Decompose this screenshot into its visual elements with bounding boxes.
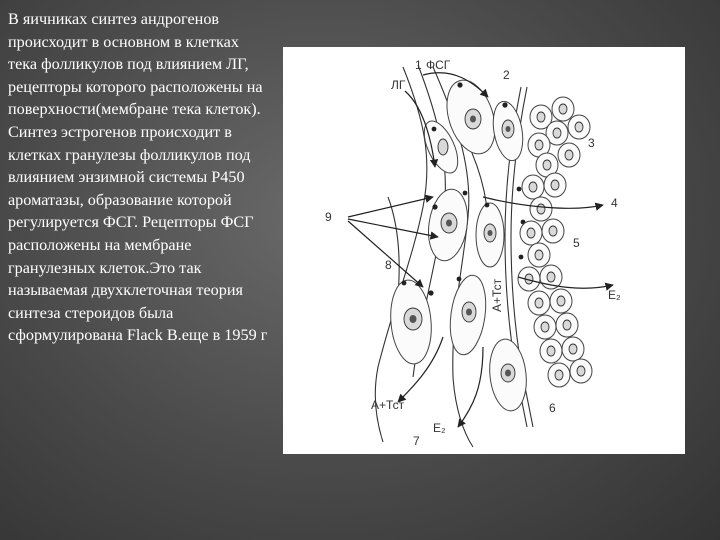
granulosa-cells <box>518 97 592 387</box>
label-n4: 4 <box>611 196 618 210</box>
arrow-9c <box>348 221 423 287</box>
label-n9: 9 <box>325 210 332 224</box>
label-n8: 8 <box>385 258 392 272</box>
label-e2-bottom: E₂ <box>433 421 446 435</box>
label-n6: 6 <box>549 401 556 415</box>
label-atst-bottom: А+Тст <box>371 398 405 412</box>
label-n1: 1 <box>415 58 422 72</box>
label-e2-right: E₂ <box>608 288 621 302</box>
arrow-e2-bottom <box>458 347 483 427</box>
label-fsh: ФСГ <box>426 58 451 72</box>
follicle-diagram-svg <box>283 47 685 454</box>
label-n2: 2 <box>503 68 510 82</box>
label-n3: 3 <box>588 136 595 150</box>
arrow-9a <box>348 197 433 217</box>
label-n7: 7 <box>413 434 420 448</box>
follicle-diagram <box>283 47 685 454</box>
label-atst-vertical: А+Тст <box>490 278 504 312</box>
label-n5: 5 <box>573 236 580 250</box>
slide-text: В яичниках синтез андрогенов происходит в основном в клетках тека фолликулов под влиянием ЛГ, рецепторы которого расположены на поверхности(мембране тека клеток). Синтез эстрогенов происходит в клетках гранулезы фолликулов под влиянием энзимной системы Р450 ароматазы, образование которой регулируется ФСГ. Рецепторы ФСГ расположены на мембране гранулезных клеток.Это так называемая двухклеточная теория синтеза стероидов была сформулирована Flack B.еще в 1959 г <box>8 10 268 345</box>
theca-cells <box>387 74 529 413</box>
label-lh: ЛГ <box>391 78 406 92</box>
arrow-9b <box>348 219 438 237</box>
